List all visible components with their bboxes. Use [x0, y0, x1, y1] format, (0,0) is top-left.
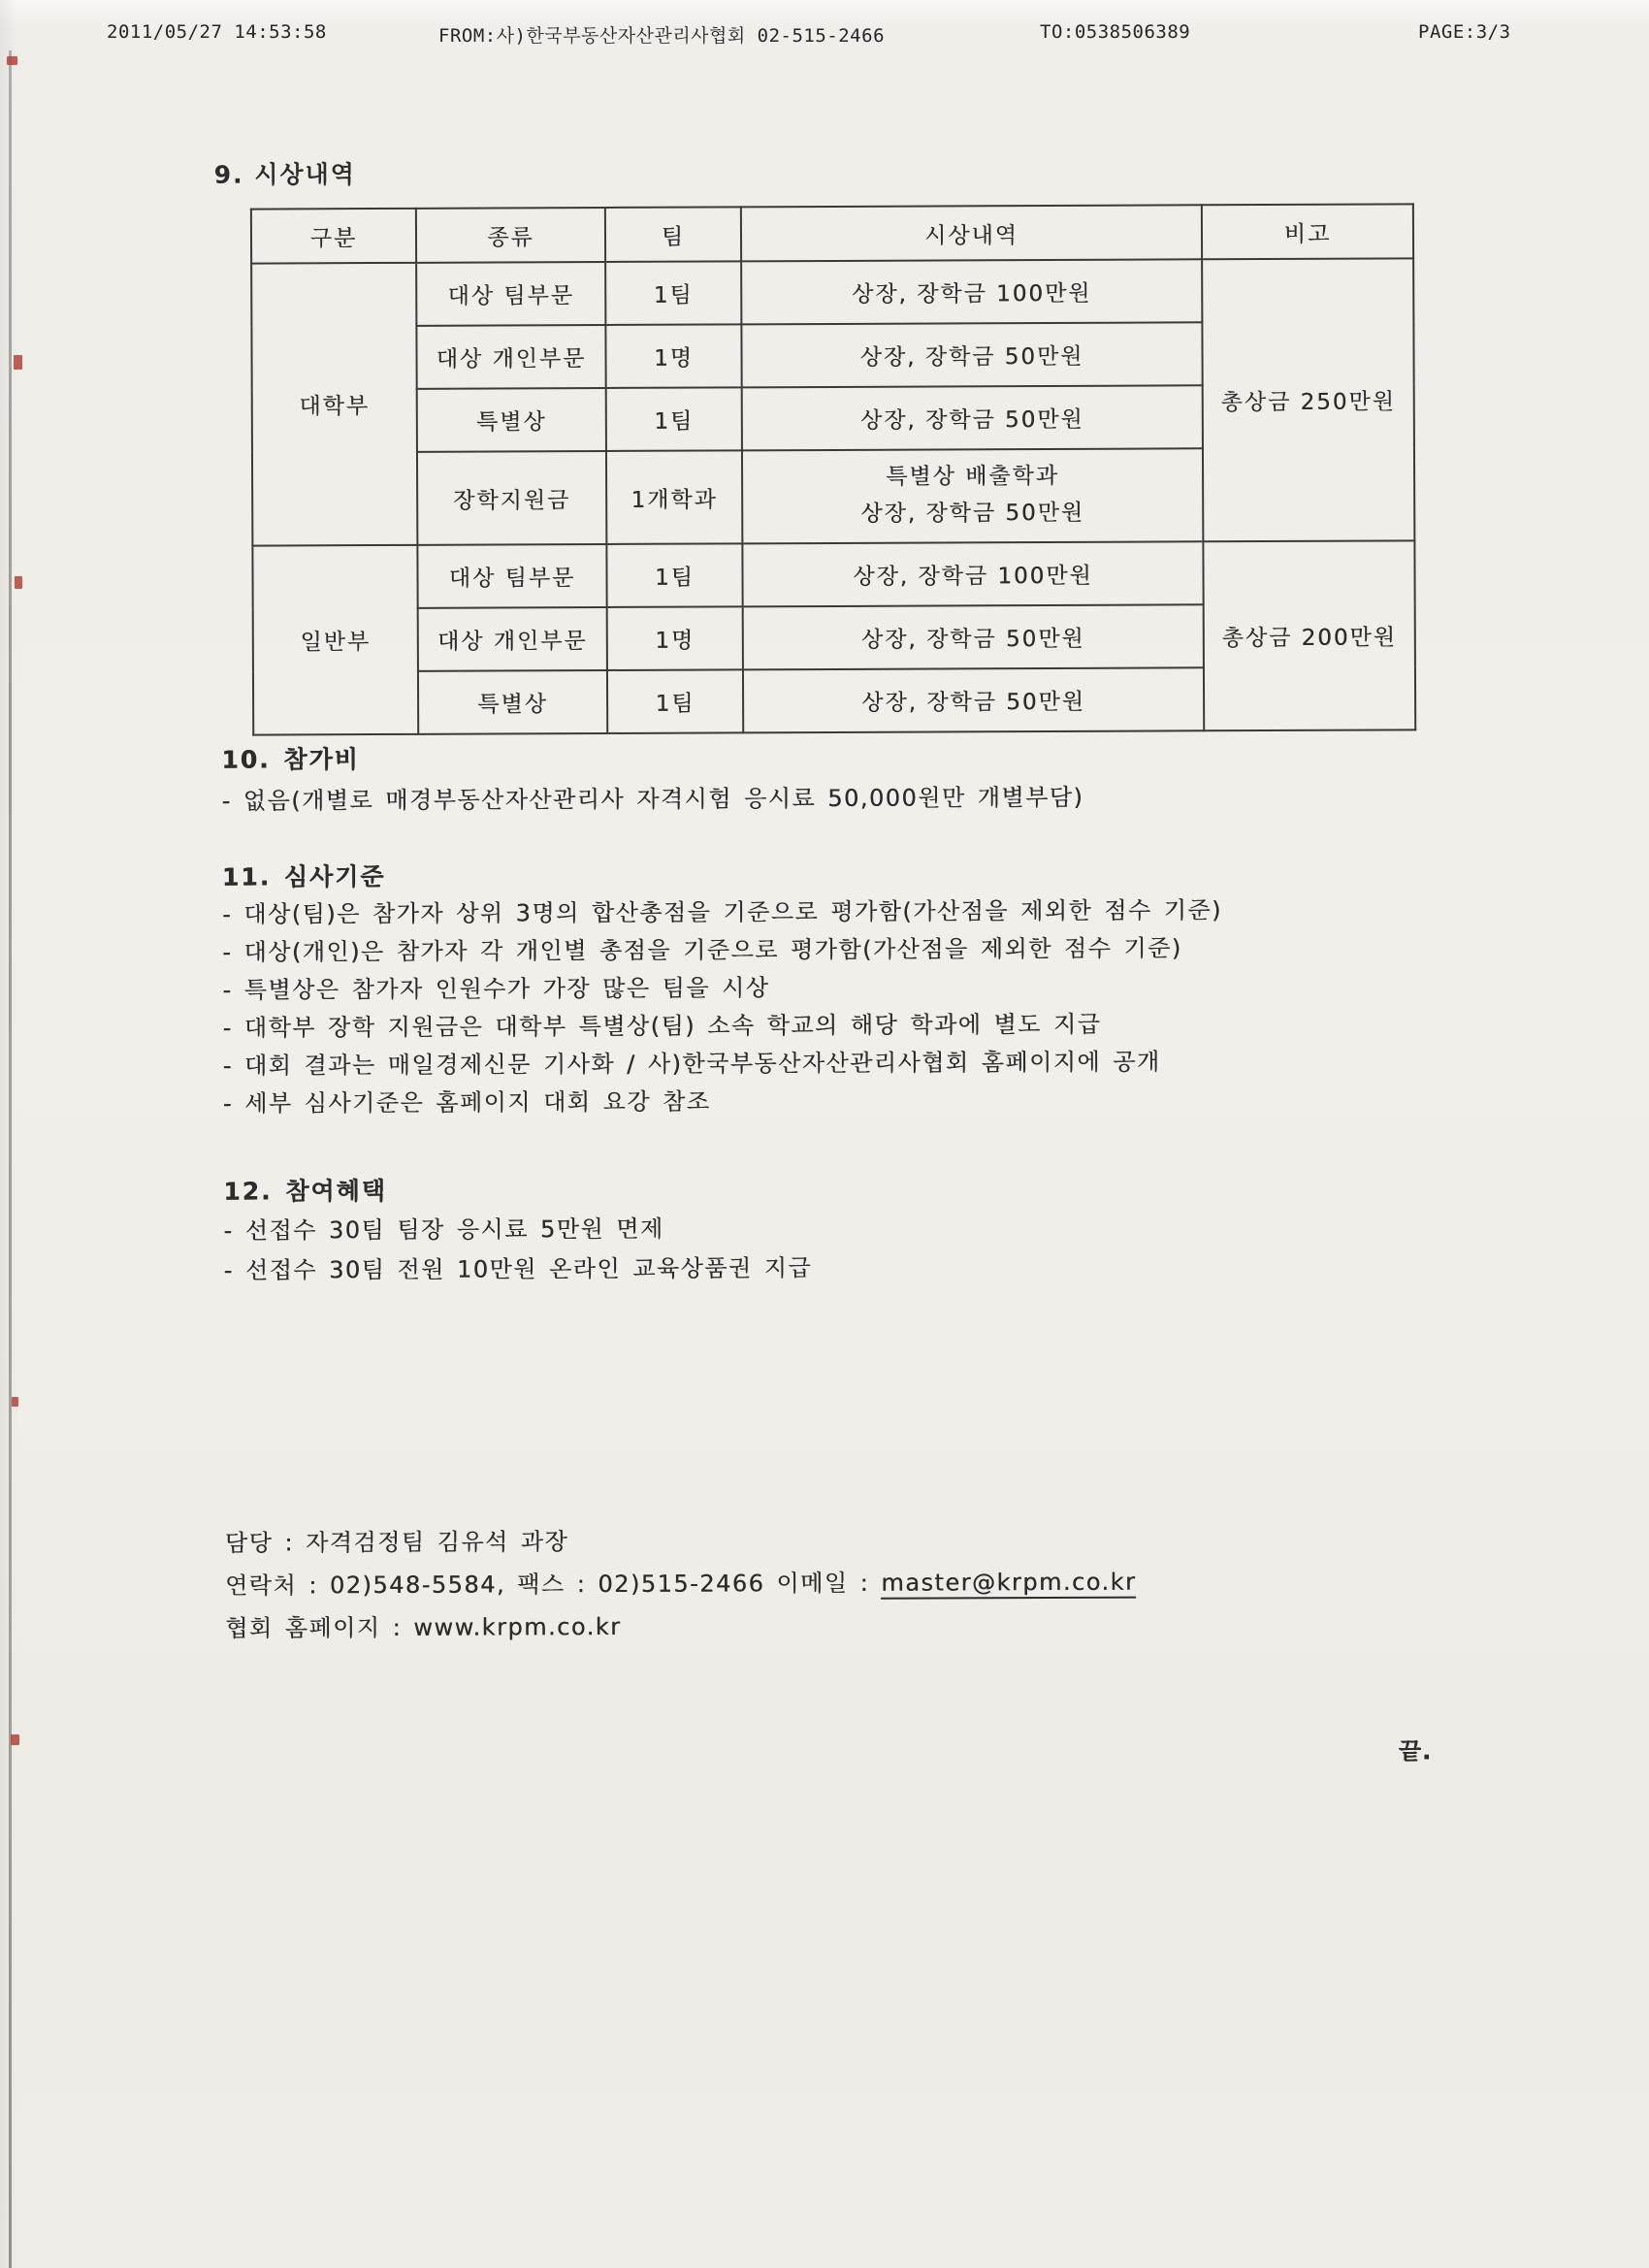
award-cell: 상장, 장학금 50만원 [743, 604, 1204, 669]
kind-cell: 대상 개인부문 [416, 325, 605, 389]
team-cell: 1개학과 [606, 450, 742, 544]
award-line: 특별상 배출학과 [886, 464, 1060, 490]
team-cell: 1팀 [606, 387, 742, 451]
section-11-item: - 세부 심사기준은 홈페이지 대회 요강 참조 [222, 1087, 711, 1118]
fax-page-number: PAGE:3/3 [1418, 21, 1511, 43]
team-cell: 1명 [605, 324, 741, 388]
kind-cell: 대상 팀부문 [417, 544, 606, 608]
award-table-header-row [251, 204, 1413, 263]
award-cell: 상장, 장학금 50만원 [742, 385, 1203, 450]
kind-cell: 장학지원금 [417, 451, 606, 545]
section-12-item: - 선접수 30팀 전원 10만원 온라인 교육상품권 지급 [223, 1254, 813, 1284]
fax-to: TO:0538506389 [1040, 21, 1191, 43]
contact-phone-fax: 연락처 : 02)548-5584, 팩스 : 02)515-2466 이메일 : [225, 1569, 882, 1600]
kind-cell: 특별상 [418, 670, 607, 734]
contact-email: master@krpm.co.kr [881, 1569, 1136, 1600]
section-11-judging-criteria [222, 854, 1223, 1122]
award-line: 상장, 장학금 50만원 [860, 500, 1085, 527]
section-9-title: 9. 시상내역 [213, 160, 356, 189]
section-11-title: 11. 심사기준 [221, 861, 386, 891]
section-12-title: 12. 참여혜택 [223, 1176, 387, 1206]
group-cell-general: 일반부 [252, 545, 418, 735]
section-11-item: - 특별상은 참가자 인원수가 가장 많은 팀을 시상 [222, 974, 770, 1004]
col-header-note: 비고 [1202, 204, 1413, 259]
section-11-item: - 대상(개인)은 참가자 각 개인별 총점을 기준으로 평가함(가산점을 제외한 점수 기준) [222, 934, 1182, 966]
award-cell: 상장, 장학금 100만원 [742, 541, 1203, 606]
group-cell-university: 대학부 [251, 263, 417, 546]
contact-block [225, 1518, 1137, 1650]
section-11-item: - 대회 결과는 매일경제신문 기사화 / 사)한국부동산자산관리사협회 홈페이지에 공개 [222, 1048, 1161, 1080]
award-cell: 상장, 장학금 50만원 [743, 667, 1204, 732]
kind-cell: 대상 개인부문 [418, 607, 607, 671]
table-row [251, 258, 1413, 326]
section-12-benefits [223, 1169, 812, 1291]
award-cell: 상장, 장학금 50만원 [741, 322, 1202, 387]
fax-datetime: 2011/05/27 14:53:58 [107, 21, 327, 43]
award-table [250, 203, 1416, 735]
col-header-category: 구분 [251, 209, 416, 264]
col-header-team: 팀 [605, 207, 741, 262]
table-row [252, 540, 1414, 608]
fax-from: FROM:사)한국부동산자산관리사협회 02-515-2466 [438, 25, 886, 47]
team-cell: 1팀 [607, 669, 743, 733]
section-11-item: - 대학부 장학 지원금은 대학부 특별상(팀) 소속 학교의 해당 학과에 별도 지급 [222, 1010, 1102, 1042]
team-cell: 1팀 [606, 543, 742, 607]
col-header-award-detail: 시상내역 [741, 205, 1202, 261]
note-cell-university: 총상금 250만원 [1202, 258, 1414, 541]
award-cell [742, 448, 1203, 543]
award-cell: 상장, 장학금 100만원 [741, 259, 1202, 324]
section-10-title: 10. 참가비 [221, 745, 360, 774]
team-cell: 1명 [607, 606, 743, 670]
section-10-entry-fee [221, 736, 1083, 822]
kind-cell: 대상 팀부문 [416, 262, 605, 326]
contact-manager: 담당 : 자격검정팀 김유석 과장 [224, 1528, 569, 1557]
kind-cell: 특별상 [417, 388, 606, 452]
contact-homepage: 협회 홈페이지 : www.krpm.co.kr [225, 1612, 622, 1642]
note-cell-general: 총상금 200만원 [1203, 540, 1415, 730]
document-end-mark: 끝. [1398, 1737, 1433, 1766]
team-cell: 1팀 [605, 261, 741, 325]
col-header-kind: 종류 [416, 208, 605, 263]
section-11-item: - 대상(팀)은 참가자 상위 3명의 합산총점을 기준으로 평가함(가산점을 제외한 점수 기준) [221, 896, 1223, 928]
section-12-item: - 선접수 30팀 팀장 응시료 5만원 면제 [223, 1215, 664, 1245]
contact-phone-line [225, 1561, 1136, 1607]
section-10-item: - 없음(개별로 매경부동산자산관리사 자격시험 응시료 50,000원만 개별부담) [221, 783, 1084, 815]
